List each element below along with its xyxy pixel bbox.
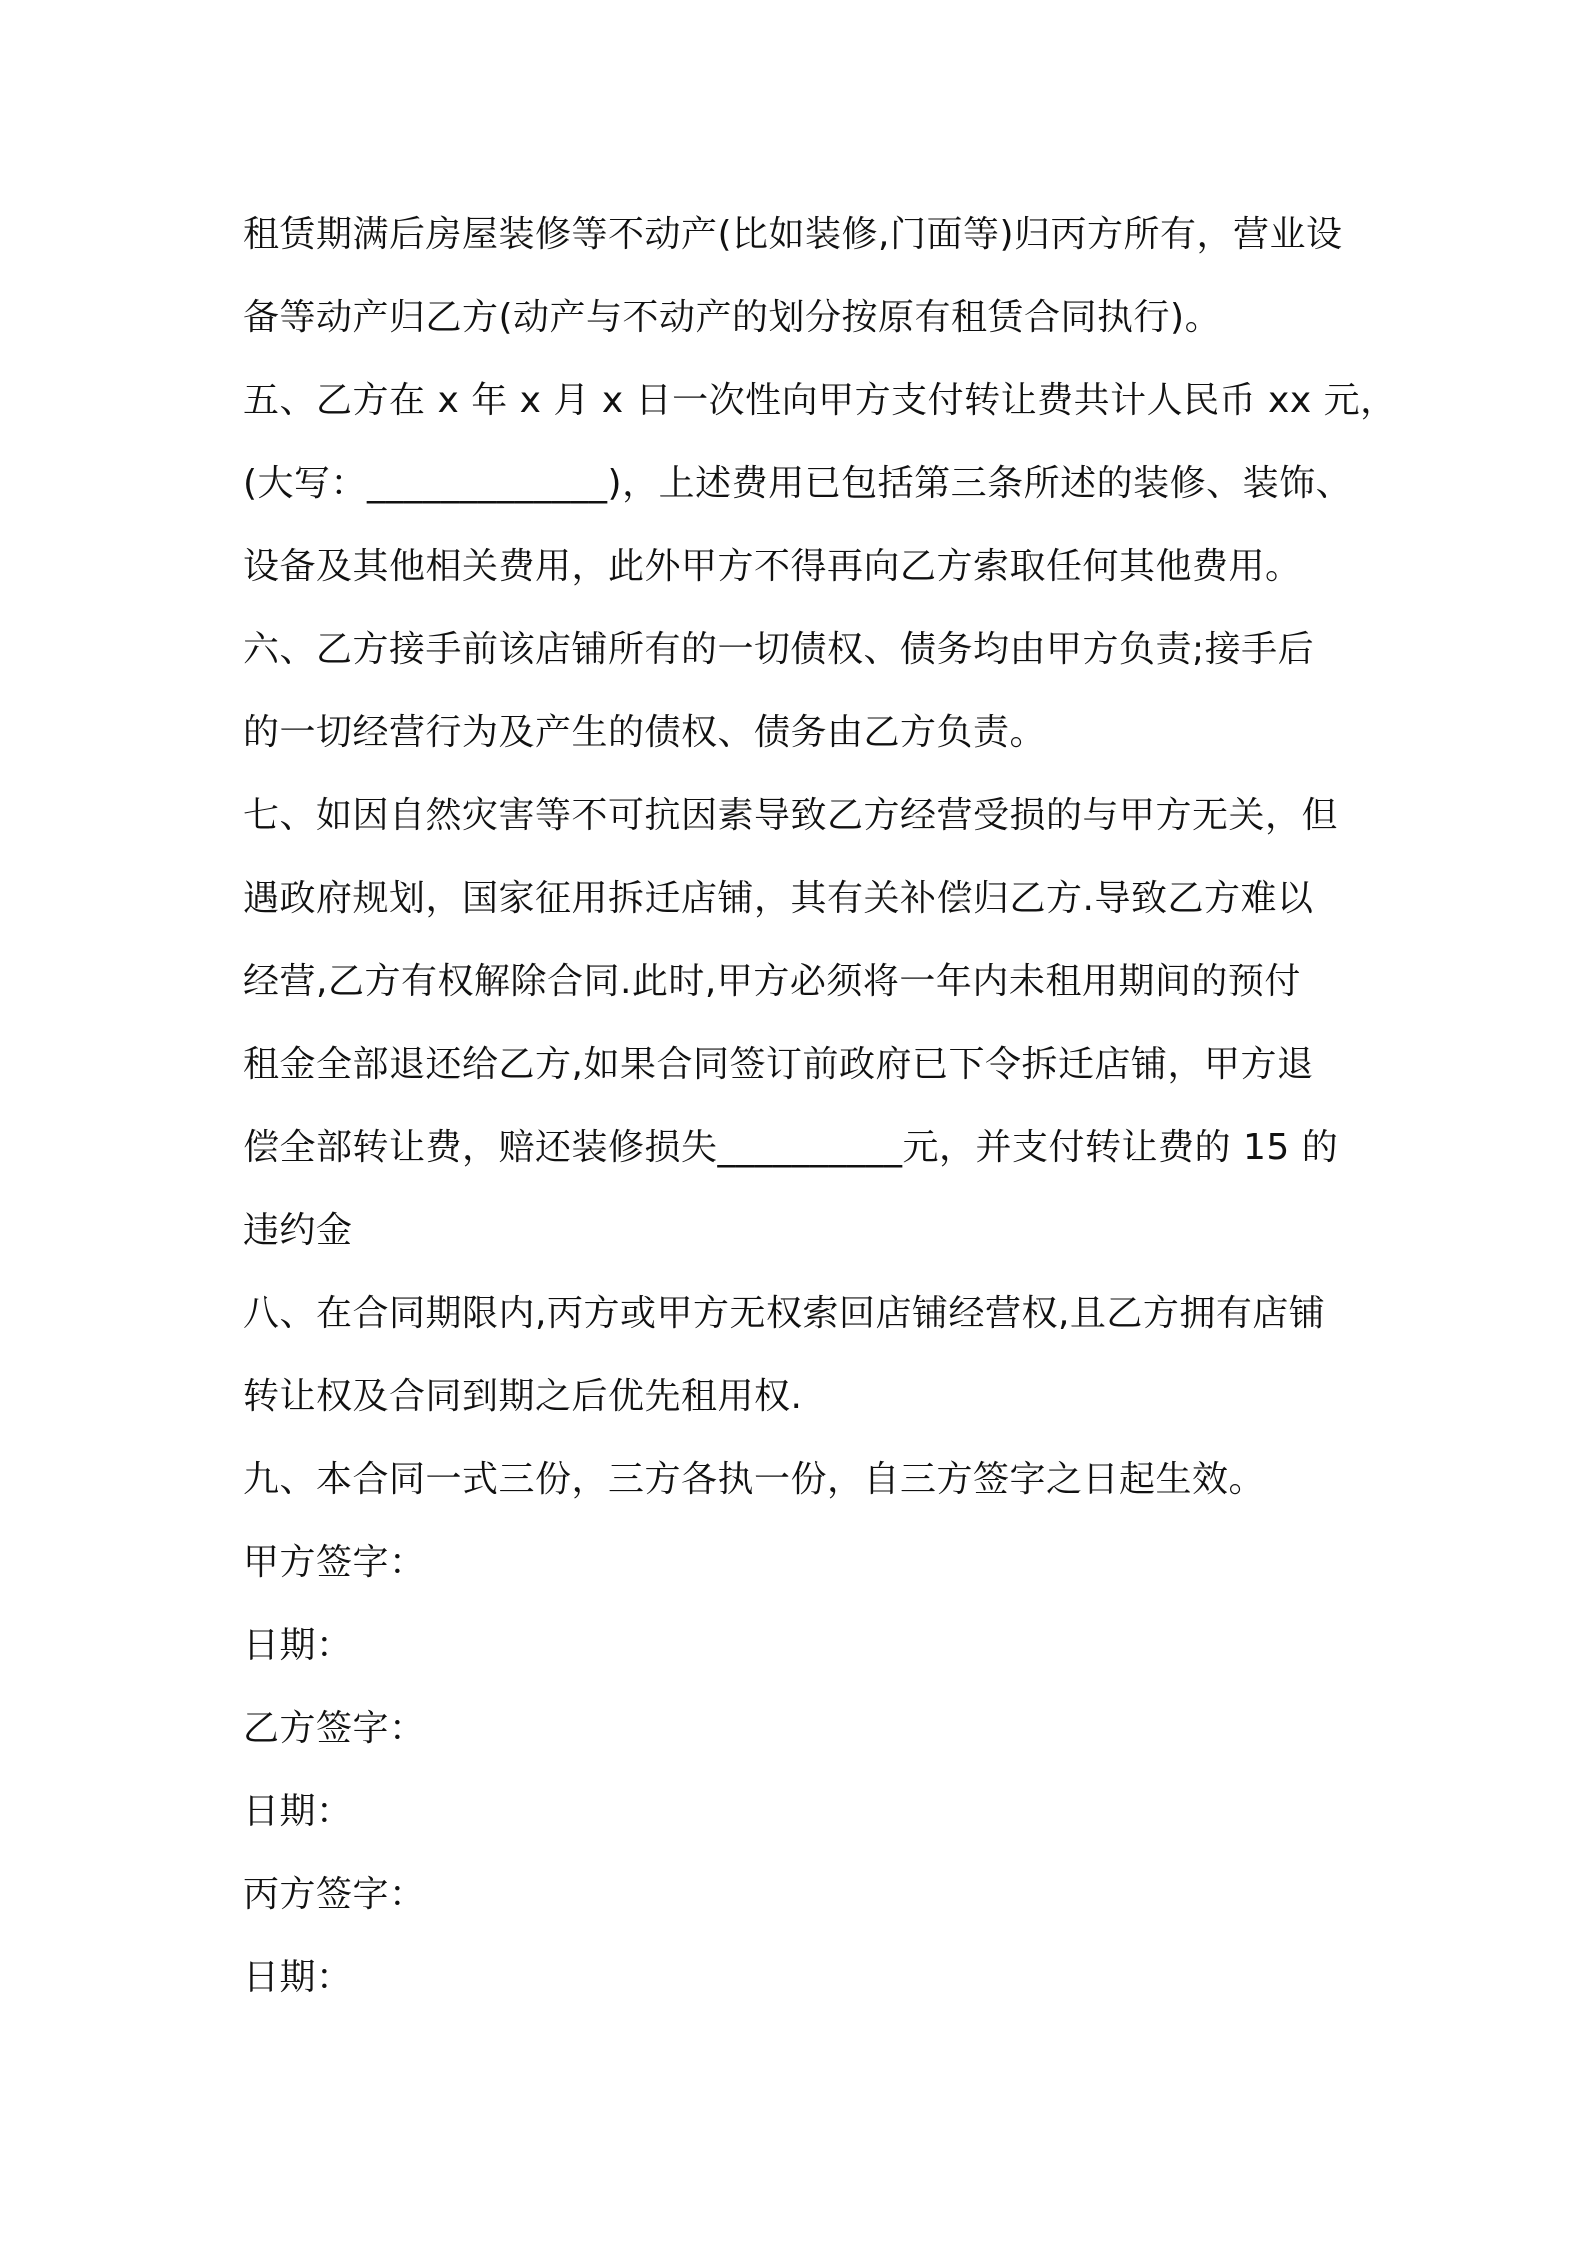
text-line: 违约金 <box>243 1210 353 1251</box>
text-line: 五、乙方在 x 年 x 月 x 日一次性向甲方支付转让费共计人民币 xx 元， <box>243 380 1397 421</box>
text-line: 设备及其他相关费用，此外甲方不得再向乙方索取任何其他费用。 <box>243 546 1302 587</box>
text-line: 的一切经营行为及产生的债权、债务由乙方负责。 <box>243 712 1047 753</box>
party-c-signature-label: 丙方签字： <box>243 1874 426 1915</box>
text-line: 九、本合同一式三份，三方各执一份，自三方签字之日起生效。 <box>243 1459 1266 1500</box>
text-line: 八、在合同期限内,丙方或甲方无权索回店铺经营权,且乙方拥有店铺 <box>243 1293 1326 1334</box>
party-b-date-label: 日期： <box>243 1791 353 1832</box>
party-a-signature-label: 甲方签字： <box>243 1542 426 1583</box>
text-line: 遇政府规划，国家征用拆迁店铺，其有关补偿归乙方.导致乙方难以 <box>243 878 1314 919</box>
party-a-date-label: 日期： <box>243 1625 353 1666</box>
text-line: 租金全部退还给乙方,如果合同签订前政府已下令拆迁店铺，甲方退 <box>243 1044 1314 1085</box>
party-c-date-label: 日期： <box>243 1957 353 1998</box>
text-line: 租赁期满后房屋装修等不动产(比如装修,门面等)归丙方所有，营业设 <box>243 214 1343 255</box>
text-line: 七、如因自然灾害等不可抗因素导致乙方经营受损的与甲方无关，但 <box>243 795 1339 836</box>
text-line: 备等动产归乙方(动产与不动产的划分按原有租赁合同执行)。 <box>243 297 1222 338</box>
party-b-signature-label: 乙方签字： <box>243 1708 426 1749</box>
text-line: 六、乙方接手前该店铺所有的一切债权、债务均由甲方负责;接手后 <box>243 629 1315 670</box>
text-line: 转让权及合同到期之后优先租用权. <box>243 1376 803 1417</box>
text-line: 偿全部转让费，赔还装修损失__________元，并支付转让费的 15 的 <box>243 1127 1339 1168</box>
text-line: 经营,乙方有权解除合同.此时,甲方必须将一年内未租用期间的预付 <box>243 961 1301 1002</box>
text-line: (大写：_____________)，上述费用已包括第三条所述的装修、装饰、 <box>243 463 1353 504</box>
